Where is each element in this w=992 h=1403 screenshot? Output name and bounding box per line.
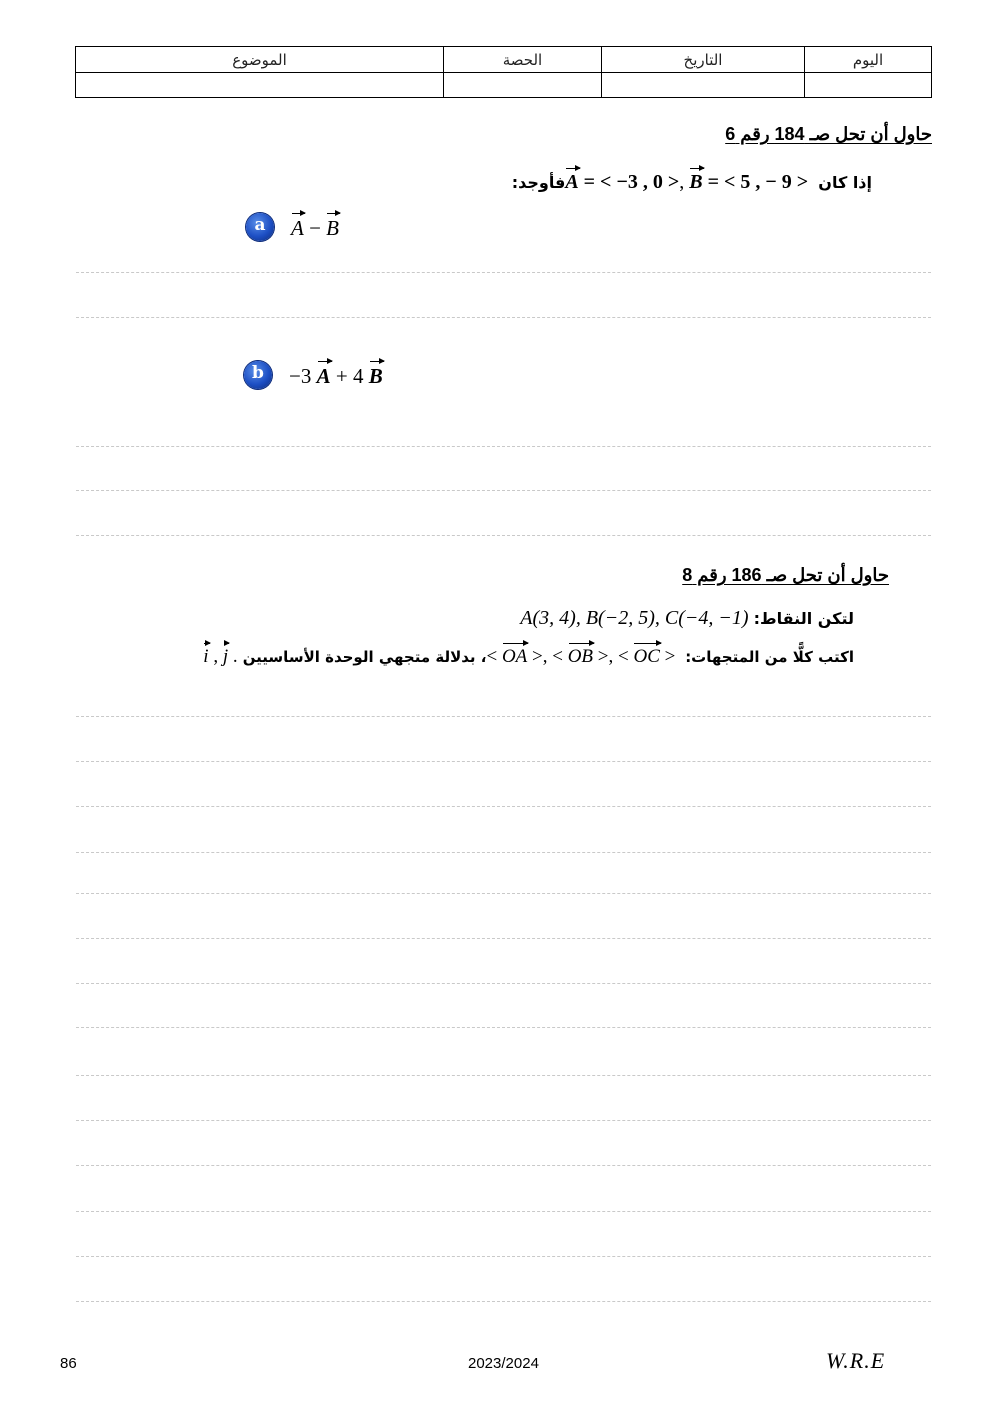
section1-intro-label: إذا كان bbox=[818, 173, 872, 192]
answer-line[interactable] bbox=[76, 806, 931, 807]
answer-line[interactable] bbox=[76, 893, 931, 894]
answer-line[interactable] bbox=[76, 1165, 931, 1166]
section1-statement bbox=[447, 171, 872, 194]
answer-line[interactable] bbox=[76, 938, 931, 939]
item-a-expr: A − B bbox=[291, 216, 339, 240]
answer-line[interactable] bbox=[76, 535, 931, 536]
task-vectors: < OA >, < OB >, < OC > bbox=[486, 646, 681, 667]
answer-line[interactable] bbox=[76, 446, 931, 447]
item-b-expr: −3 A + 4 B bbox=[289, 364, 383, 388]
unit-vectors: i , j . bbox=[203, 646, 238, 667]
answer-line[interactable] bbox=[76, 1256, 931, 1257]
answer-line[interactable] bbox=[76, 490, 931, 491]
header-date: التاريخ bbox=[602, 47, 805, 73]
item-a-badge-letter: a bbox=[254, 215, 266, 235]
header-table bbox=[75, 46, 932, 98]
answer-line[interactable] bbox=[76, 317, 931, 318]
answer-line[interactable] bbox=[76, 983, 931, 984]
item-a-badge bbox=[246, 213, 274, 241]
section2-task-line bbox=[203, 646, 854, 668]
item-b-badge-letter: b bbox=[252, 363, 264, 383]
in-terms-label: ، بدلالة متجهي الوحدة الأساسيين bbox=[242, 648, 487, 666]
answer-line[interactable] bbox=[76, 272, 931, 273]
answer-line[interactable] bbox=[76, 852, 931, 853]
header-day-cell[interactable] bbox=[805, 73, 932, 98]
answer-line[interactable] bbox=[76, 1120, 931, 1121]
given-A: A = < −3 , 0 > bbox=[565, 171, 680, 193]
header-subject: الموضوع bbox=[76, 47, 444, 73]
answer-line[interactable] bbox=[76, 1075, 931, 1076]
given-B: B = < 5 , − 9 > bbox=[689, 171, 809, 193]
page-number: 86 bbox=[60, 1355, 77, 1372]
section2-points-line bbox=[520, 607, 854, 630]
header-date-cell[interactable] bbox=[602, 73, 805, 98]
section1-heading: حاول أن تحل صـ 184 رقم 6 bbox=[725, 124, 932, 144]
task-label: اكتب كلًّا من المتجهات: bbox=[685, 648, 854, 666]
header-subject-cell[interactable] bbox=[76, 73, 444, 98]
header-period: الحصة bbox=[444, 47, 602, 73]
answer-line[interactable] bbox=[76, 716, 931, 717]
answer-line[interactable] bbox=[76, 761, 931, 762]
points-label: لتكن النقاط: bbox=[753, 609, 854, 628]
header-day: اليوم bbox=[805, 47, 932, 73]
section2-heading: حاول أن تحل صـ 186 رقم 8 bbox=[682, 565, 889, 585]
points-value: A(3, 4), B(−2, 5), C(−4, −1) bbox=[520, 607, 749, 629]
section1-given: A = < −3 , 0 >, B = < 5 , − 9 > bbox=[565, 171, 809, 193]
footer-signature: W.R.E bbox=[826, 1348, 886, 1373]
answer-line[interactable] bbox=[76, 1301, 931, 1302]
item-b-badge bbox=[244, 361, 272, 389]
answer-line[interactable] bbox=[76, 1211, 931, 1212]
vector-B: B bbox=[689, 171, 703, 193]
vector-A: A bbox=[565, 171, 579, 193]
section1-find-label: فأوجد: bbox=[511, 173, 566, 192]
header-period-cell[interactable] bbox=[444, 73, 602, 98]
footer-year: 2023/2024 bbox=[468, 1355, 539, 1372]
answer-line[interactable] bbox=[76, 1027, 931, 1028]
